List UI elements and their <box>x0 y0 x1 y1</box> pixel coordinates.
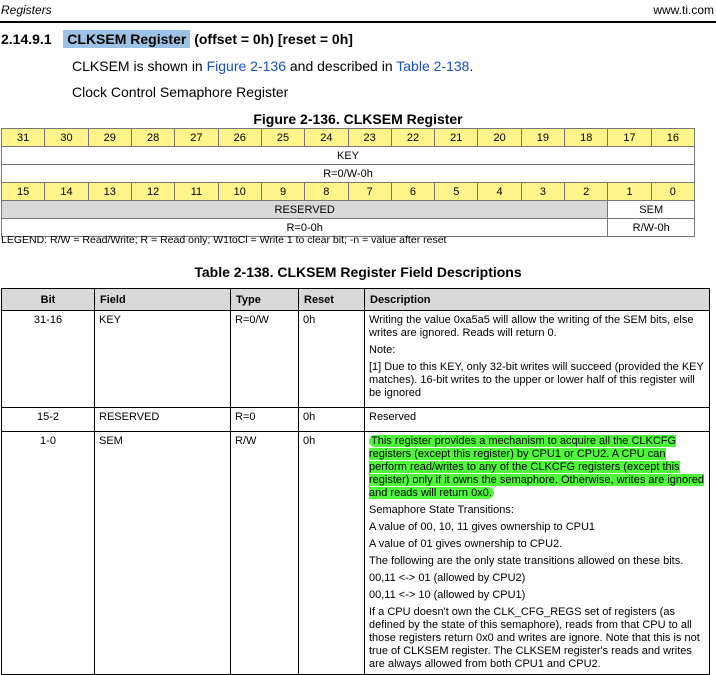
col-bit-header: Bit <box>2 289 95 311</box>
table-row <box>2 408 710 432</box>
desc-paragraph: Writing the value 0xa5a5 will allow the writing of the SEM bits, else writes are ignored. Reads will return 0. <box>369 314 694 339</box>
cell-type: R/W <box>231 432 299 675</box>
bit-number: 27 <box>175 129 218 147</box>
sem-field: SEM <box>608 201 695 219</box>
desc-paragraph: 00,11 <-> 01 (allowed by CPU2) <box>369 572 526 584</box>
intro-text-end: . <box>469 58 474 74</box>
table-row <box>2 432 710 675</box>
bit-number: 15 <box>2 183 45 201</box>
desc-paragraph: Semaphore State Transitions: <box>369 504 514 516</box>
cell-reset: 0h <box>299 432 365 675</box>
cell-type: R=0 <box>231 408 299 432</box>
bit-number: 3 <box>521 183 564 201</box>
table-row <box>2 311 710 408</box>
desc-paragraph: 00,11 <-> 10 (allowed by CPU1) <box>369 589 526 601</box>
cell-field: KEY <box>95 311 231 408</box>
intro-line-2: Clock Control Semaphore Register <box>72 84 289 100</box>
bit-number: 9 <box>261 183 304 201</box>
bit-number: 4 <box>478 183 521 201</box>
cell-field: SEM <box>95 432 231 675</box>
desc-paragraph: A value of 01 gives ownership to CPU2. <box>369 538 563 550</box>
highlighted-description: This register provides a mechanism to acquire all the CLKCFG registers (except this register) by CPU1 or CPU2. A CPU can perform read/writes to any of the CLKCFG registers (except this register) only if it owns the semaphore. Otherwise, writes are ignored and reads will return 0x0. <box>369 435 705 499</box>
bit-number: 13 <box>88 183 131 201</box>
bit-number: 8 <box>305 183 348 201</box>
desc-paragraph: If a CPU doesn't own the CLK_CFG_REGS set of registers (as defined by the state of this semaphore), reads from that CPU to all those registers return 0x0 and writes are ignore. Note that this is not true of CLKSEM register. The CLKSEM register's reads and writes are always allowed from both CPU1 and CPU2. <box>369 606 700 670</box>
cell-bit: 1-0 <box>2 432 95 675</box>
col-desc-header: Description <box>365 289 710 311</box>
bit-number: 11 <box>175 183 218 201</box>
bit-number: 21 <box>435 129 478 147</box>
legend: LEGEND: R/W = Read/Write; R = Read only; W1toCl = Write 1 to clear bit; -n = value after reset <box>1 234 447 246</box>
bit-number: 0 <box>651 183 694 201</box>
bit-number: 25 <box>261 129 304 147</box>
bit-number: 26 <box>218 129 261 147</box>
cell-description <box>365 432 710 675</box>
bit-number: 16 <box>651 129 694 147</box>
bit-number: 19 <box>521 129 564 147</box>
bit-number: 17 <box>608 129 651 147</box>
col-type-header: Type <box>231 289 299 311</box>
register-name-highlight: CLKSEM Register <box>63 30 190 48</box>
bit-number: 12 <box>131 183 174 201</box>
cell-description <box>365 311 710 408</box>
cell-bit: 15-2 <box>2 408 95 432</box>
bit-number: 10 <box>218 183 261 201</box>
desc-paragraph: The following are the only state transitions allowed on these bits. <box>369 555 684 567</box>
bit-number: 1 <box>608 183 651 201</box>
bit-number: 28 <box>131 129 174 147</box>
intro-line-1 <box>72 58 473 74</box>
col-reset-header: Reset <box>299 289 365 311</box>
reserved-field: RESERVED <box>2 201 608 219</box>
section-suffix: (offset = 0h) [reset = 0h] <box>194 31 353 47</box>
figure-title: Figure 2-136. CLKSEM Register <box>253 111 463 127</box>
intro-text: CLKSEM is shown in <box>72 58 207 74</box>
bit-number: 18 <box>565 129 608 147</box>
cell-type: R=0/W <box>231 311 299 408</box>
bit-number: 23 <box>348 129 391 147</box>
table-title: Table 2-138. CLKSEM Register Field Descriptions <box>194 264 522 280</box>
bit-number: 24 <box>305 129 348 147</box>
bit-number: 20 <box>478 129 521 147</box>
key-field: KEY <box>2 147 695 165</box>
upper-bit-numbers <box>2 129 695 147</box>
register-diagram <box>1 128 695 237</box>
figure-link[interactable]: Figure 2-136 <box>206 58 286 74</box>
bit-number: 6 <box>391 183 434 201</box>
header-site: www.ti.com <box>653 3 714 17</box>
desc-paragraph: Reserved <box>369 411 417 423</box>
desc-paragraph: [1] Due to this KEY, only 32-bit writes will succeed (provided the KEY matches). 16-bit writes to the upper or lower half of this register will be ignored <box>369 361 704 399</box>
bit-number: 2 <box>565 183 608 201</box>
col-field-header: Field <box>95 289 231 311</box>
table-link[interactable]: Table 2-138 <box>396 58 470 74</box>
cell-bit: 31-16 <box>2 311 95 408</box>
section-number: 2.14.9.1 <box>1 31 52 47</box>
bit-number: 31 <box>2 129 45 147</box>
key-access: R=0/W-0h <box>2 165 695 183</box>
bit-number: 30 <box>45 129 88 147</box>
cell-reset: 0h <box>299 311 365 408</box>
bit-number: 29 <box>88 129 131 147</box>
bit-number: 7 <box>348 183 391 201</box>
bit-number: 22 <box>391 129 434 147</box>
sem-access: R/W-0h <box>608 219 695 237</box>
bit-number: 14 <box>45 183 88 201</box>
page-header <box>0 0 716 23</box>
header-section: Registers <box>1 3 52 17</box>
cell-description <box>365 408 710 432</box>
cell-field: RESERVED <box>95 408 231 432</box>
cell-reset: 0h <box>299 408 365 432</box>
intro-text-mid: and described in <box>286 58 397 74</box>
table-header-row <box>2 289 710 311</box>
field-description-table <box>1 288 710 675</box>
lower-bit-numbers <box>2 183 695 201</box>
section-heading <box>1 31 353 47</box>
reserved-access: R=0-0h <box>2 219 608 237</box>
bit-number: 5 <box>435 183 478 201</box>
desc-paragraph: Note: <box>369 344 396 356</box>
desc-paragraph: A value of 00, 10, 11 gives ownership to CPU1 <box>369 521 596 533</box>
